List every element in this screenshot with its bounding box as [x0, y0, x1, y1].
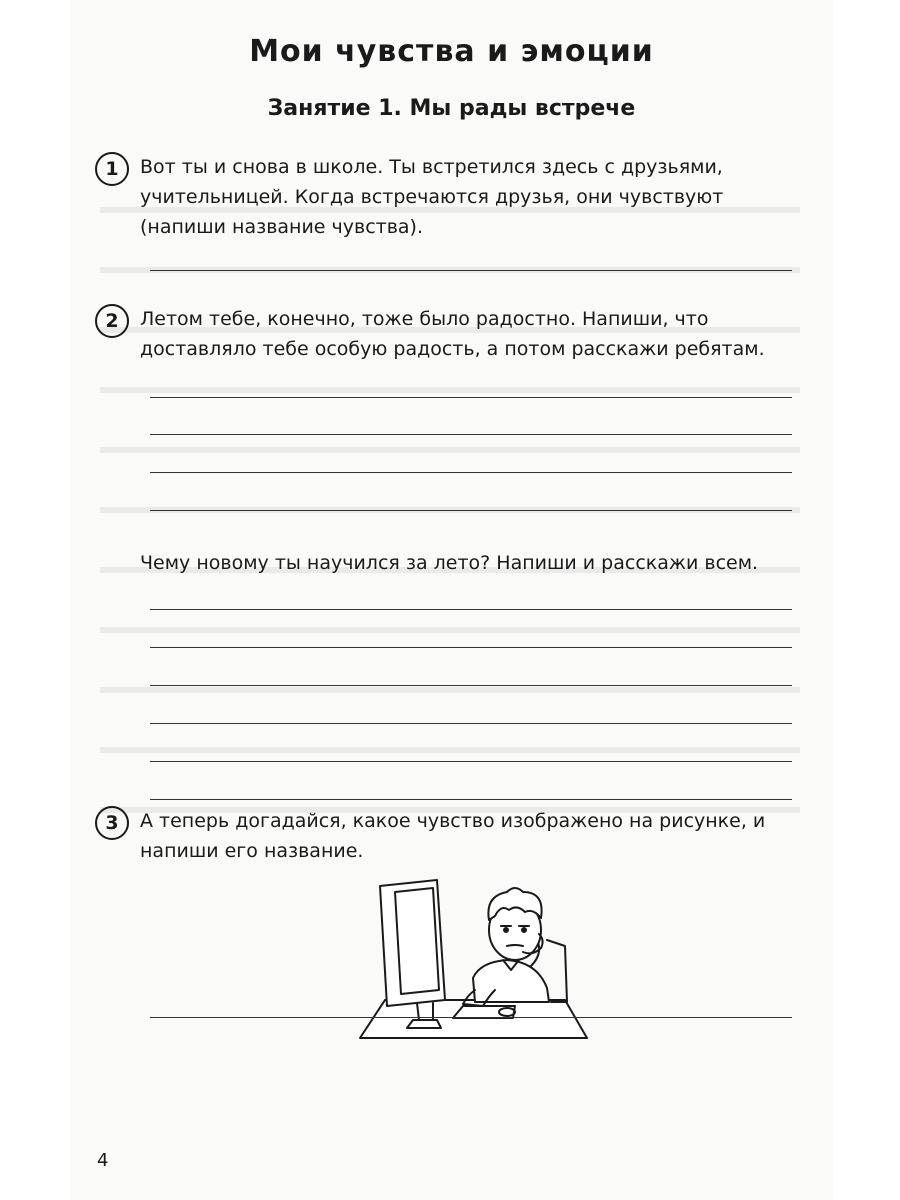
task-text: Чему новому ты научился за лето? Напиши и расскажи всем. [140, 552, 759, 574]
page-title: Мои чувства и эмоции [249, 34, 654, 69]
task-number-badge: 1 [95, 152, 129, 186]
task-text: А теперь догадайся, какое чувство изображено на рисунке, и напиши его название. [140, 810, 766, 862]
answer-line[interactable] [150, 647, 792, 648]
lesson-subtitle: Занятие 1. Мы рады встрече [267, 96, 636, 121]
task-text: Вот ты и снова в школе. Ты встретился здесь с друзьями, учительницей. Когда встречаются друзья, они чувствуют (напиши название чувства). [140, 156, 724, 238]
answer-line[interactable] [150, 761, 792, 762]
workbook-page [70, 0, 833, 1200]
answer-line[interactable] [150, 799, 792, 800]
answer-line[interactable] [150, 434, 792, 435]
task-number-badge: 2 [95, 304, 129, 338]
answer-line[interactable] [150, 723, 792, 724]
answer-line[interactable] [150, 609, 792, 610]
task-number-badge: 3 [95, 806, 129, 840]
show-through-background [100, 140, 800, 840]
answer-line[interactable] [150, 1017, 792, 1018]
answer-line[interactable] [150, 685, 792, 686]
boy-at-computer-illustration [355, 878, 595, 1058]
answer-line[interactable] [150, 270, 792, 271]
answer-line[interactable] [150, 397, 792, 398]
page-number: 4 [97, 1150, 109, 1171]
answer-line[interactable] [150, 472, 792, 473]
answer-line[interactable] [150, 510, 792, 511]
task-text: Летом тебе, конечно, тоже было радостно. Напиши, что доставляло тебе особую радость, а потом расскажи ребятам. [140, 308, 765, 360]
